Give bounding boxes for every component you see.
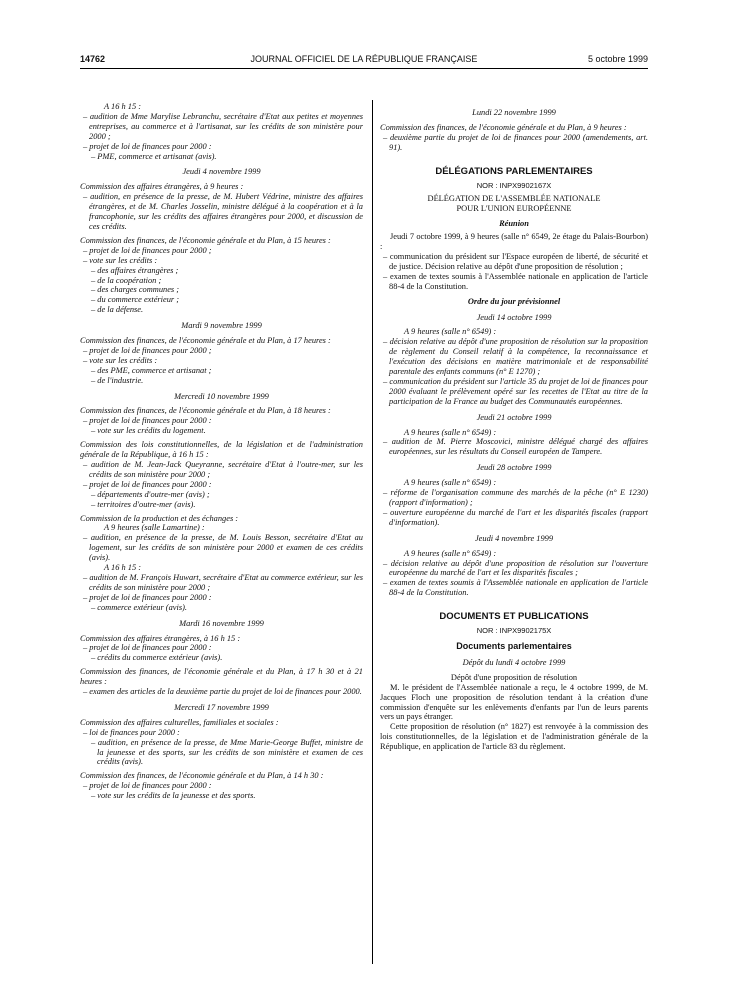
- right-para-r6: DÉLÉGATION DE L'ASSEMBLÉE NATIONALE: [427, 194, 601, 204]
- left-para-l47: – audition, en présence de la presse, de Mme Marie-George Buffet, ministre de la jeunesse et des sports, sur les crédits de son ministère et examen de ces crédits (avis).: [91, 737, 363, 767]
- right-para-r24: Jeudi 4 novembre 1999: [474, 533, 554, 543]
- left-para-l12: – de la coopération ;: [91, 275, 162, 285]
- left-para-l15: – de la défense.: [91, 305, 144, 315]
- right-para-r32: Dépôt d'une proposition de résolution: [450, 672, 578, 682]
- left-para-l2: – audition de Mme Marylise Lebranchu, secrétaire d'Etat aux petites et moyennes entreprises, au commerce et à l'artisanat, sur les crédits de son ministère pour 2000 ;: [83, 111, 363, 141]
- left-para-l9: – projet de loi de finances pour 2000 ;: [83, 245, 212, 255]
- left-para-l33: – audition, en présence de la presse, de M. Louis Besson, secrétaire d'Etat au logement, sur les crédits de son ministère pour 2000 et examen de ces crédits (avis).: [83, 533, 363, 563]
- left-para-l4: – PME, commerce et artisanat (avis).: [91, 151, 217, 161]
- right-para-r28: DOCUMENTS ET PUBLICATIONS: [439, 611, 589, 623]
- left-para-l19: – vote sur les crédits :: [83, 355, 158, 365]
- left-para-l36: – projet de loi de finances pour 2000 :: [83, 592, 212, 602]
- right-para-r13: Jeudi 14 octobre 1999: [476, 312, 552, 322]
- right-para-r25: A 9 heures (salle n° 6549) :: [404, 548, 497, 558]
- left-para-l26: Commission des lois constitutionnelles, de la législation et de l'administration générale de la République, à 16 h 15 :: [80, 440, 363, 460]
- column-divider: [372, 100, 373, 964]
- issue-date: 5 octobre 1999: [587, 54, 648, 64]
- left-para-l8: Commission des finances, de l'économie générale et du Plan, à 15 heures :: [80, 235, 331, 245]
- left-para-l21: – de l'industrie.: [91, 375, 144, 385]
- left-para-l30: – territoires d'outre-mer (avis).: [91, 499, 196, 509]
- left-para-l6: Commission des affaires étrangères, à 9 heures :: [80, 182, 244, 192]
- left-para-l34: A 16 h 15 :: [104, 563, 142, 573]
- right-para-r31: Dépôt du lundi 4 octobre 1999: [462, 657, 566, 667]
- left-para-l10: – vote sur les crédits :: [83, 255, 158, 265]
- left-para-l11: – des affaires étrangères ;: [91, 265, 179, 275]
- right-para-r22: – réforme de l'organisation commune des marchés de la pêche (n° E 1230) (rapport d'information) ;: [383, 488, 648, 507]
- right-para-r7: POUR L'UNION EUROPÉENNE: [456, 204, 572, 214]
- right-para-r8: Réunion: [499, 219, 529, 229]
- right-para-r12: Ordre du jour prévisionnel: [467, 296, 561, 306]
- right-para-r5: NOR : INPX9902167X: [476, 180, 552, 190]
- right-para-r33: M. le président de l'Assemblée nationale a reçu, le 4 octobre 1999, de M. Jacques Floch une proposition de résolution tendant à la création d'une commission d'enquête sur les enlèvements d'enfants par l'un de leurs parents vers un pays étranger.: [380, 682, 648, 722]
- left-para-l41: – crédits du commerce extérieur (avis).: [91, 653, 223, 663]
- left-para-l46: – loi de finances pour 2000 :: [83, 727, 180, 737]
- left-para-l27: – audition de M. Jean-Jack Queyranne, secrétaire d'Etat à l'outre-mer, sur les crédits de son ministère pour 2000 ;: [83, 460, 363, 479]
- left-para-l48: Commission des finances, de l'économie générale et du Plan, à 14 h 30 :: [80, 771, 324, 781]
- left-para-l28: – projet de loi de finances pour 2000 :: [83, 479, 212, 489]
- right-para-r26: – décision relative au dépôt d'une proposition de résolution sur l'ouverture européenne du marché de l'art et les disparités fiscales ;: [383, 558, 648, 578]
- right-para-r29: NOR : INPX9902175X: [476, 626, 552, 636]
- left-para-l32: A 9 heures (salle Lamartine) :: [104, 523, 205, 533]
- left-para-l14: – du commerce extérieur ;: [91, 295, 180, 305]
- left-para-l16: Mardi 9 novembre 1999: [181, 321, 262, 331]
- left-para-l29: – départements d'outre-mer (avis) ;: [91, 489, 210, 499]
- left-para-l18: – projet de loi de finances pour 2000 ;: [83, 345, 212, 355]
- left-para-l17: Commission des finances, de l'économie générale et du Plan, à 17 heures :: [80, 336, 331, 346]
- left-para-l25: – vote sur les crédits du logement.: [91, 426, 206, 436]
- right-para-r17: Jeudi 21 octobre 1999: [476, 412, 552, 422]
- left-para-l40: – projet de loi de finances pour 2000 :: [83, 643, 212, 653]
- right-para-r15: – décision relative au dépôt d'une proposition de résolution sur la proposition de règlement du Conseil relatif à la compétence, la reconnaissance et l'exécution des décisions en matière matrimoniale et de responsabilité parentale des enfants communs (n° E 1270) ;: [383, 337, 648, 377]
- left-para-l13: – des charges communes ;: [91, 285, 180, 295]
- right-para-r4: DÉLÉGATIONS PARLEMENTAIRES: [435, 165, 593, 177]
- right-para-r19: – audition de M. Pierre Moscovici, ministre délégué chargé des affaires européennes, sur les résultats du Conseil européen de Tampere.: [383, 437, 648, 457]
- right-para-r18: A 9 heures (salle n° 6549) :: [404, 427, 497, 437]
- right-para-r10: – communication du président sur l'Espace européen de liberté, de sécurité et de justice. Décision relative au dépôt d'une proposition de résolution ;: [383, 251, 648, 271]
- right-column: [380, 102, 648, 752]
- left-para-l1: A 16 h 15 :: [104, 102, 142, 111]
- left-para-l3: – projet de loi de finances pour 2000 :: [83, 141, 212, 151]
- right-para-r27: – examen de textes soumis à l'Assemblée nationale en application de l'article 88-4 de la Constitution.: [383, 578, 648, 598]
- left-para-l43: – examen des articles de la deuxième partie du projet de loi de finances pour 2000.: [83, 687, 362, 697]
- left-para-l22: Mercredi 10 novembre 1999: [174, 391, 269, 401]
- right-para-r23: – ouverture européenne du marché de l'art et les disparités fiscales (rapport d'information).: [383, 507, 648, 527]
- right-para-r20: Jeudi 28 octobre 1999: [476, 463, 552, 473]
- journal-title: JOURNAL OFFICIEL DE LA RÉPUBLIQUE FRANÇAISE: [250, 54, 478, 64]
- left-para-l38: Mardi 16 novembre 1999: [179, 618, 264, 628]
- left-para-l23: Commission des finances, de l'économie générale et du Plan, à 18 heures :: [80, 406, 331, 416]
- left-para-l7: – audition, en présence de la presse, de M. Hubert Védrine, ministre des affaires étrangères, et de M. Charles Josselin, ministre délégué à la coopération et à la francophonie, sur les crédits des affaires étrangères pour 2000, et discussion de ces crédits.: [83, 192, 363, 231]
- page-header: [80, 52, 648, 69]
- left-para-l24: – projet de loi de finances pour 2000 :: [83, 416, 212, 426]
- right-para-r9: Jeudi 7 octobre 1999, à 9 heures (salle n° 6549, 2e étage du Palais-Bourbon) :: [380, 232, 648, 252]
- right-para-r16: – communication du président sur l'article 35 du projet de loi de finances pour 2000 évaluant le prélèvement opéré sur les recettes de l'Etat au titre de la participation de la France au budget des Communautés européennes.: [383, 376, 648, 406]
- right-para-r11: – examen de textes soumis à l'Assemblée nationale en application de l'article 88-4 de la Constitution.: [383, 271, 648, 291]
- left-para-l31: Commission de la production et des échanges :: [80, 513, 239, 523]
- page-number: 14762: [80, 54, 106, 64]
- left-para-l44: Mercredi 17 novembre 1999: [174, 702, 269, 712]
- right-para-r3: – deuxième partie du projet de loi de finances pour 2000 (amendements, art. 91).: [383, 132, 648, 152]
- left-para-l49: – projet de loi de finances pour 2000 :: [83, 781, 212, 791]
- right-para-r30: Documents parlementaires: [456, 640, 572, 651]
- right-para-r2: Commission des finances, de l'économie générale et du Plan, à 9 heures :: [380, 122, 627, 132]
- left-para-l5: Jeudi 4 novembre 1999: [182, 167, 261, 177]
- left-para-l50: – vote sur les crédits de la jeunesse et des sports.: [91, 791, 256, 801]
- left-para-l35: – audition de M. François Huwart, secrétaire d'Etat au commerce extérieur, sur les crédits de son ministère pour 2000 ;: [83, 572, 363, 592]
- left-para-l37: – commerce extérieur (avis).: [91, 602, 187, 612]
- left-para-l45: Commission des affaires culturelles, familiales et sociales :: [80, 717, 279, 727]
- left-para-l42: Commission des finances, de l'économie générale et du Plan, à 17 h 30 et à 21 heures :: [80, 667, 363, 687]
- right-para-r14: A 9 heures (salle n° 6549) :: [404, 327, 497, 337]
- left-para-l39: Commission des affaires étrangères, à 16 h 15 :: [80, 633, 241, 643]
- right-para-r1: Lundi 22 novembre 1999: [472, 108, 556, 117]
- right-para-r34: Cette proposition de résolution (n° 1827) est renvoyée à la commission des lois constitutionnelles, de la législation et de l'administration générale de la République, en application de l'article 83 du règlement.: [380, 722, 648, 752]
- right-para-r21: A 9 heures (salle n° 6549) :: [404, 478, 497, 488]
- left-column: [80, 102, 363, 801]
- left-para-l20: – des PME, commerce et artisanat ;: [91, 365, 212, 375]
